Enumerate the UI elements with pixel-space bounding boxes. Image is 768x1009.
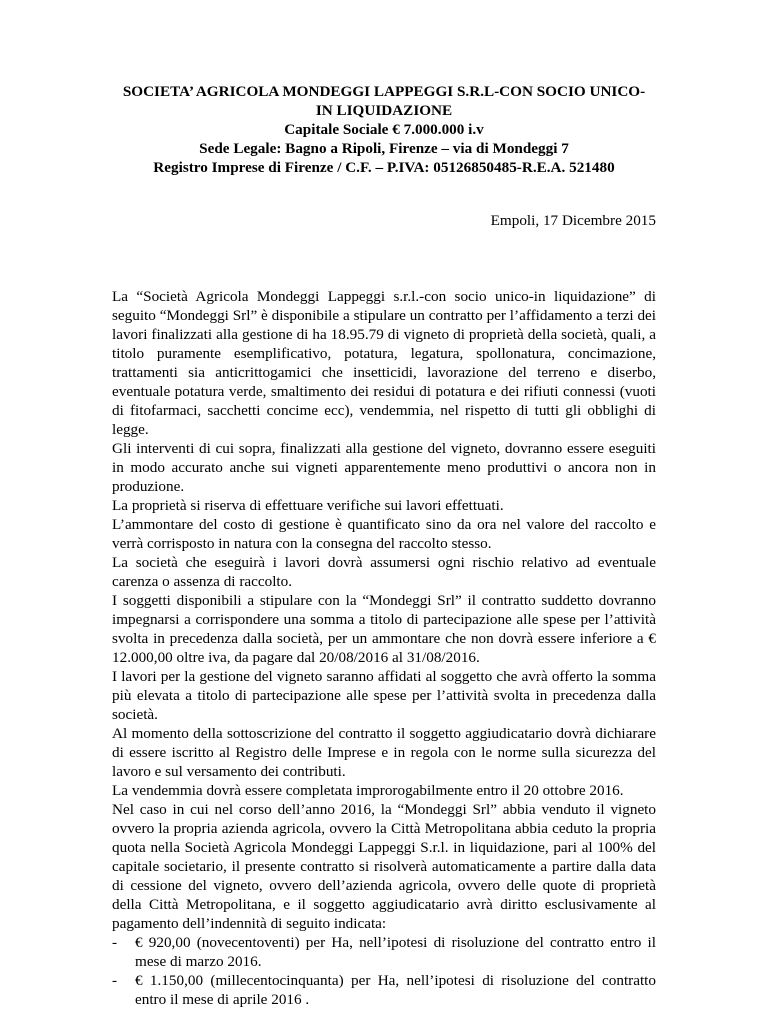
paragraph-award: I lavori per la gestione del vigneto saranno affidati al soggetto che avrà offerto la somma più elevata a titolo di partecipazione alle spese per l’attività svolta in precedenza dalla società. bbox=[112, 668, 656, 723]
list-bullet: - bbox=[112, 934, 118, 951]
paragraph-risk: La società che eseguirà i lavori dovrà assumersi ogni rischio relativo ad eventuale carenza o assenza di raccolto. bbox=[112, 554, 656, 590]
list-item-text: € 1.150,00 (millecentocinquanta) per Ha, nell’ipotesi di risoluzione del contratto entro il mese di aprile 2016 . bbox=[135, 972, 656, 1008]
document-date: Empoli, 17 Dicembre 2015 bbox=[490, 212, 656, 229]
document-body bbox=[112, 287, 656, 1009]
paragraph-intro: La “Società Agricola Mondeggi Lappeggi s.r.l.-con socio unico-in liquidazione” di seguito “Mondeggi Srl” è disponibile a stipulare un contratto per l’affidamento a terzi dei lavori finalizzati alla gestione di ha 18.95.79 di vigneto di proprietà della società, quali, a titolo puramente esemplificativo, potatura, legatura, spollonatura, concimazione, trattamenti sia anticrittogamici che insetticidi, lavorazione del terreno e diserbo, eventuale potatura verde, smaltimento dei residui di potatura e dei rifiuti connessi (vuoti di fitofarmaci, sacchetti concime ecc), vendemmia, nel rispetto di tutti gli obblighi di legge. bbox=[112, 288, 656, 438]
company-register-line: Registro Imprese di Firenze / C.F. – P.IVA: 05126850485-R.E.A. 521480 bbox=[153, 159, 615, 176]
paragraph-contribution: I soggetti disponibili a stipulare con la “Mondeggi Srl” il contratto suddetto dovranno impegnarsi a corrispondere una somma a titolo di partecipazione alle spese per l’attività svolta in precedenza dalla società, per un ammontare che non dovrà essere inferiore a € 12.000,00 oltre iva, da pagare dal 20/08/2016 al 31/08/2016. bbox=[112, 592, 656, 666]
paragraph-requirements: Al momento della sottoscrizione del contratto il soggetto aggiudicatario dovrà dichiarare di essere iscritto al Registro delle Imprese e in regola con le norme sulla sicurezza del lavoro e sul versamento dei contributi. bbox=[112, 725, 656, 780]
list-bullet: - bbox=[112, 972, 118, 989]
paragraph-termination: Nel caso in cui nel corso dell’anno 2016, la “Mondeggi Srl” abbia venduto il vigneto ovvero la propria azienda agricola, ovvero la Città Metropolitana abbia ceduto la propria quota nella Società Agricola Mondeggi Lappeggi S.r.l. in liquidazione, pari al 100% del capitale societario, il presente contratto si risolverà automaticamente a partire dalla data di cessione del vigneto, ovvero dell’azienda agricola, ovvero delle quote di proprietà della Città Metropolitana, e il soggetto aggiudicatario avrà diritto esclusivamente al pagamento dell’indennità di seguito indicata: bbox=[112, 801, 656, 932]
paragraph-interventions: Gli interventi di cui sopra, finalizzati alla gestione del vigneto, dovranno essere eseguiti in modo accurato anche sui vigneti apparentemente meno produttivi o ancora non in produzione. bbox=[112, 440, 656, 495]
paragraph-management-cost: L’ammontare del costo di gestione è quantificato sino da ora nel valore del raccolto e verrà corrisposto in natura con la consegna del raccolto stesso. bbox=[112, 516, 656, 552]
paragraph-verification: La proprietà si riserva di effettuare verifiche sui lavori effettuati. bbox=[112, 497, 504, 514]
registered-office-line: Sede Legale: Bagno a Ripoli, Firenze – via di Mondeggi 7 bbox=[199, 140, 569, 157]
company-status-line: IN LIQUIDAZIONE bbox=[315, 102, 453, 119]
letterhead bbox=[112, 82, 656, 177]
indemnity-list bbox=[112, 933, 656, 1009]
list-item-text: € 920,00 (novecentoventi) per Ha, nell’ipotesi di risoluzione del contratto entro il mese di marzo 2016. bbox=[135, 934, 656, 970]
share-capital-line: Capitale Sociale € 7.000.000 i.v bbox=[284, 121, 484, 138]
list-item bbox=[112, 971, 656, 1009]
paragraph-harvest-deadline: La vendemmia dovrà essere completata improrogabilmente entro il 20 ottobre 2016. bbox=[112, 782, 624, 799]
list-item bbox=[112, 933, 656, 971]
company-name-line: SOCIETA’ AGRICOLA MONDEGGI LAPPEGGI S.R.L-CON SOCIO UNICO- bbox=[122, 83, 646, 100]
